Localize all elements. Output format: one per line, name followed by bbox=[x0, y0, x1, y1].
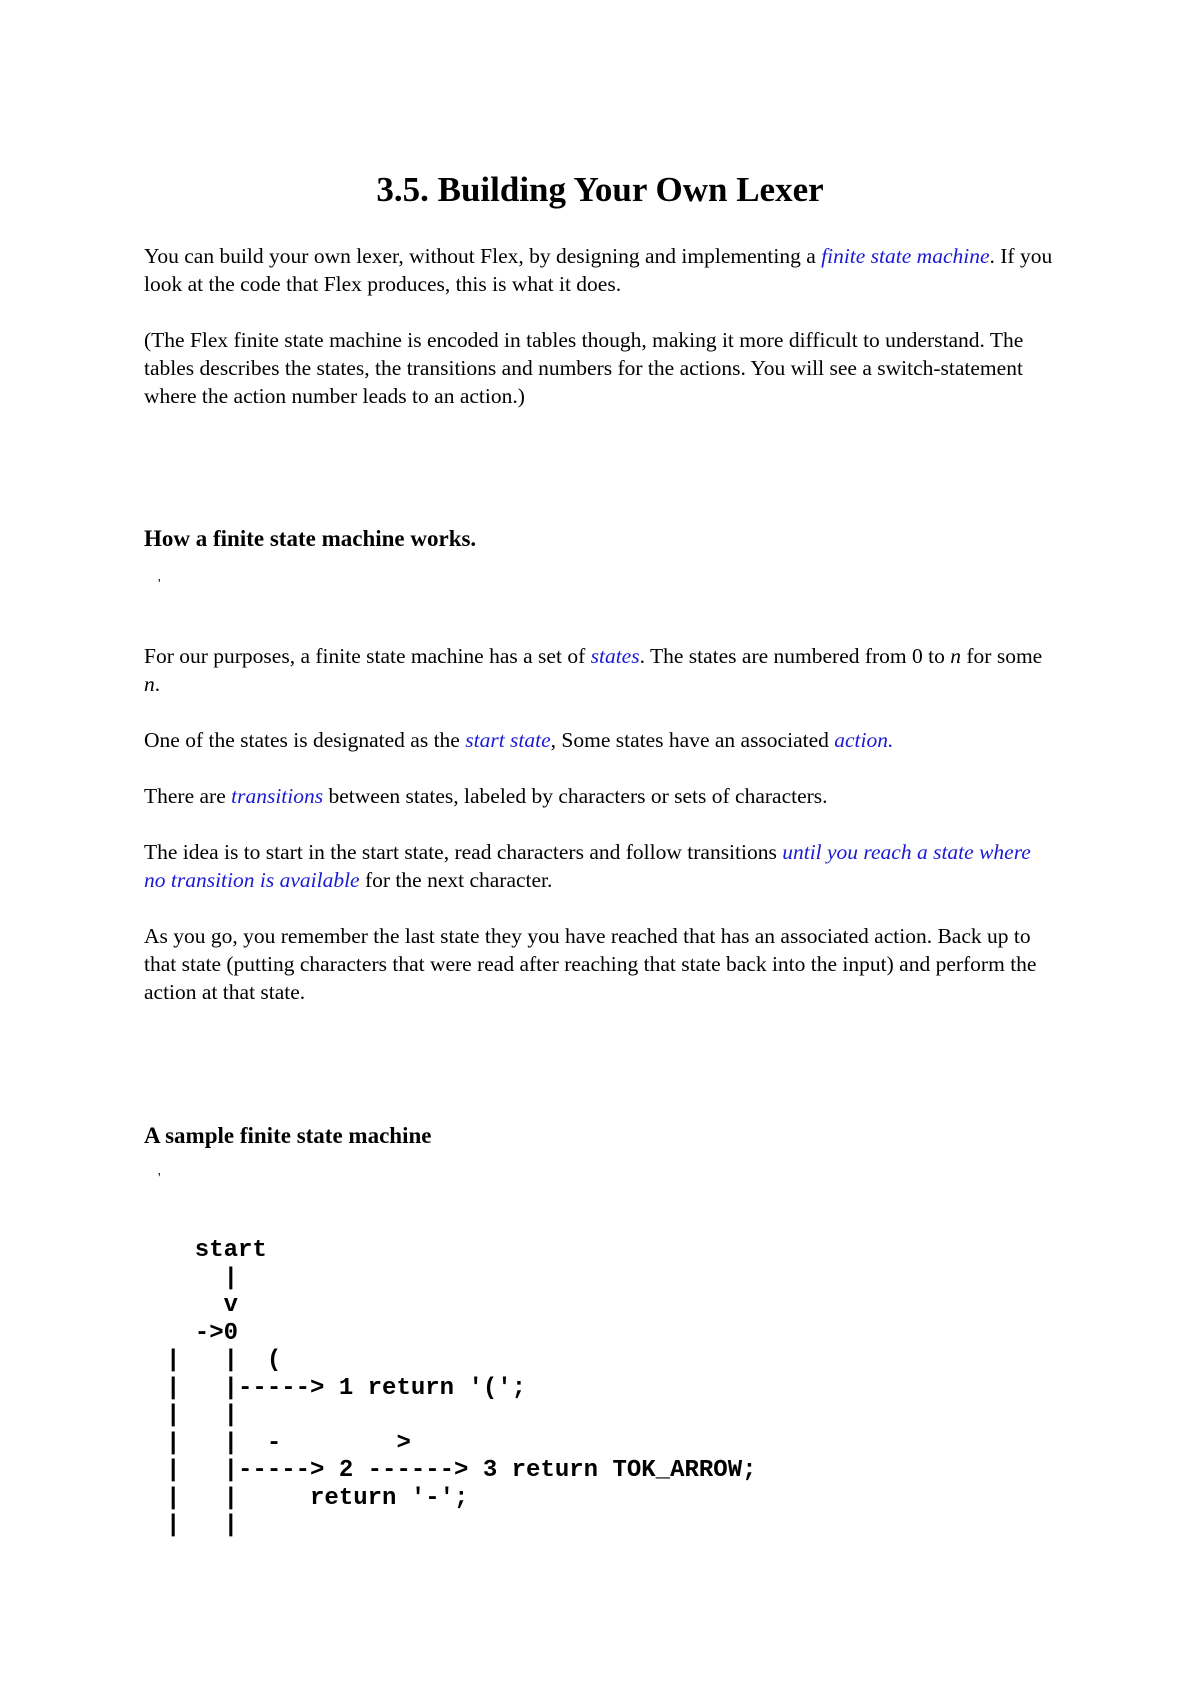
idea-text: for the next character. bbox=[359, 868, 553, 892]
action-link[interactable]: action. bbox=[834, 728, 894, 752]
stray-mark: ' bbox=[158, 577, 161, 592]
states-text: . The states are numbered from 0 to bbox=[639, 644, 951, 668]
section-heading-how-fsm-works: How a finite state machine works. bbox=[144, 526, 477, 551]
transitions-link[interactable]: transitions bbox=[231, 784, 324, 808]
start-state-text: , Some states have an associated bbox=[550, 728, 835, 752]
stray-mark: ' bbox=[158, 1171, 161, 1186]
start-state-text: One of the states is designated as the bbox=[144, 728, 466, 752]
no-transition-link[interactable]: until you reach a state where no transition is available bbox=[144, 840, 1031, 892]
variable-n: n bbox=[950, 644, 962, 668]
intro-text: You can build your own lexer, without Flex, by designing and implementing a bbox=[144, 244, 822, 268]
idea-text: The idea is to start in the start state, read characters and follow transitions bbox=[144, 840, 783, 864]
states-text: For our purposes, a finite state machine has a set of bbox=[144, 644, 591, 668]
states-text: . bbox=[154, 672, 161, 696]
finite-state-machine-link[interactable]: finite state machine bbox=[821, 244, 990, 268]
start-state-link[interactable]: start state bbox=[465, 728, 551, 752]
intro-paragraph-1 bbox=[144, 242, 1054, 298]
transitions-text: There are bbox=[144, 784, 232, 808]
states-paragraph bbox=[144, 642, 1054, 698]
variable-n: n bbox=[144, 672, 155, 696]
transitions-text: between states, labeled by characters or sets of characters. bbox=[323, 784, 828, 808]
intro-text: . If you look at the code that Flex produces, this is what it does. bbox=[144, 244, 1053, 296]
section-heading-sample-fsm: A sample finite state machine bbox=[144, 1123, 432, 1148]
start-state-paragraph bbox=[144, 726, 1054, 754]
transitions-paragraph bbox=[144, 782, 1054, 810]
states-link[interactable]: states bbox=[590, 644, 640, 668]
backup-paragraph: As you go, you remember the last state they you have reached that has an associated action. Back up to that state (putting characters that were read after reaching that state back into the input) and perform the action at that state. bbox=[144, 924, 1037, 1004]
page-title: 3.5. Building Your Own Lexer bbox=[376, 170, 824, 209]
fsm-ascii-diagram: start | v ->0 | | ( | |-----> 1 return '('; | | | | - > | |-----> 2 ------> 3 return TOK_ARROW; | | return '-'; | | bbox=[166, 1237, 757, 1539]
idea-paragraph bbox=[144, 838, 1054, 894]
intro-paragraph-2: (The Flex finite state machine is encoded in tables though, making it more difficult to understand. The tables describes the states, the transitions and numbers for the actions. You will see a switch-statement where the action number leads to an action.) bbox=[144, 328, 1024, 408]
states-text: for some bbox=[961, 644, 1043, 668]
